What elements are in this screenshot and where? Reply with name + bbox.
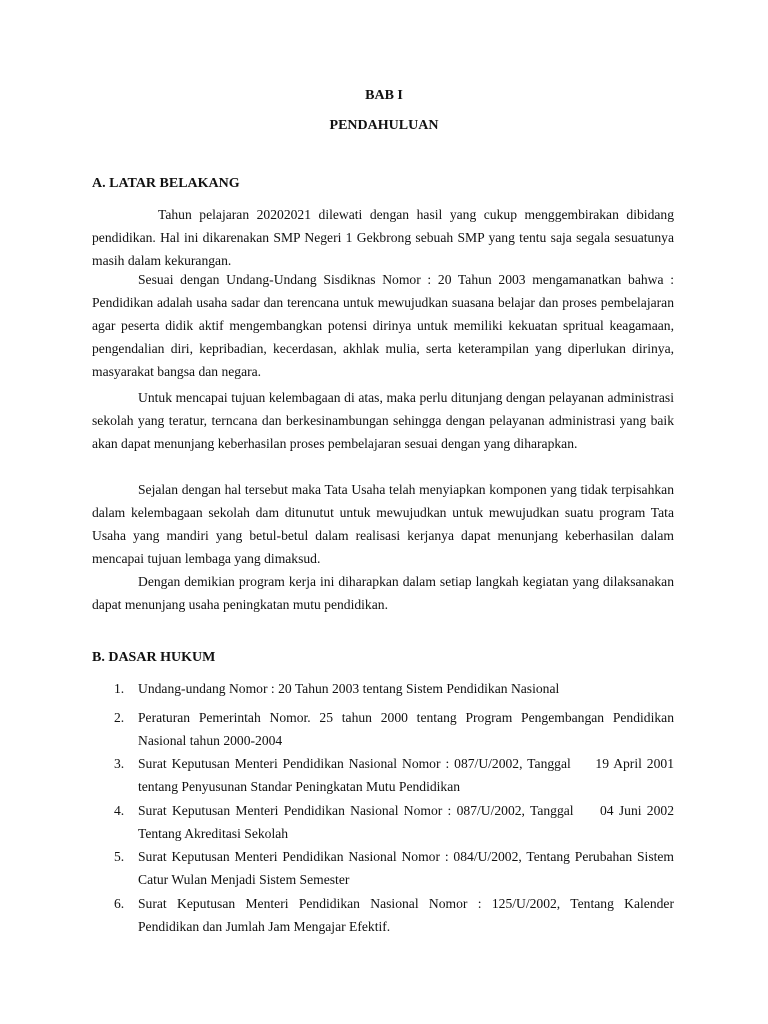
list-number: 1. [114, 681, 125, 696]
section-b-heading: B. DASAR HUKUM [92, 650, 216, 665]
paragraph-1: Tahun pelajaran 20202021 dilewati dengan hasil yang cukup menggembirakan dibidang pendidikan. Hal ini dikarenakan SMP Negeri 1 Gekbrong sebuah SMP yang tentu saja segala sesuatunya masih dalam kekurangan. [92, 207, 674, 268]
list-number: 6. [114, 896, 125, 911]
paragraph-5: Dengan demikian program kerja ini diharapkan dalam setiap langkah kegiatan yang dilaksanakan dapat menunjang usaha peningkatan mutu pendidikan. [92, 574, 674, 612]
list-text: Surat Keputusan Menteri Pendidikan Nasional Nomor : 087/U/2002, Tanggal 19 April 2001 tentang Penyusunan Standar Peningkatan Mutu Pendidikan [138, 756, 678, 794]
chapter-title: PENDAHULUAN [329, 118, 439, 133]
paragraph-4: Sejalan dengan hal tersebut maka Tata Usaha telah menyiapkan komponen yang tidak terpisahkan dalam kelembagaan sekolah dam ditunutut untuk mewujudkan untuk mewujudkan suatu program Tata Usaha yang mandiri yang betul-betul dalam realisasi kerjanya dapat menunjang keberhasilan dalam mencapai tujuan lembaga yang dimaksud. [92, 482, 674, 566]
list-text: Surat Keputusan Menteri Pendidikan Nasional Nomor : 087/U/2002, Tanggal 04 Juni 2002 Tentang Akreditasi Sekolah [138, 803, 678, 841]
paragraph-2: Sesuai dengan Undang-Undang Sisdiknas Nomor : 20 Tahun 2003 mengamanatkan bahwa : Pendidikan adalah usaha sadar dan terencana untuk mewujudkan suasana belajar dan proses pembelajaran agar peserta didik aktif mengembangkan potensi dirinya untuk memiliki kekuatan spritual keagamaan, pengendalian diri, kepribadian, kecerdasan, akhlak mulia, serta keterampilan yang diperlukan dirinya, masyarakat bangsa dan negara. [92, 272, 674, 379]
list-text: Surat Keputusan Menteri Pendidikan Nasional Nomor : 125/U/2002, Tentang Kalender Pendidikan dan Jumlah Jam Mengajar Efektif. [138, 896, 674, 934]
list-text: Surat Keputusan Menteri Pendidikan Nasional Nomor : 084/U/2002, Tentang Perubahan Sistem Catur Wulan Menjadi Sistem Semester [138, 849, 674, 887]
list-number: 5. [114, 849, 125, 864]
list-number: 2. [114, 710, 125, 725]
chapter-number: BAB I [365, 88, 403, 103]
list-text: Undang-undang Nomor : 20 Tahun 2003 tentang Sistem Pendidikan Nasional [138, 681, 560, 696]
list-number: 3. [114, 756, 125, 771]
list-number: 4. [114, 803, 125, 818]
paragraph-3: Untuk mencapai tujuan kelembagaan di atas, maka perlu ditunjang dengan pelayanan administrasi sekolah yang teratur, terncana dan berkesinambungan sehingga dengan pelayanan administrasi yang baik akan dapat menunjang keberhasilan proses pembelajaran sesuai dengan yang diharapkan. [92, 390, 674, 451]
section-a-heading: A. LATAR BELAKANG [92, 176, 240, 191]
list-text: Peraturan Pemerintah Nomor. 25 tahun 2000 tentang Program Pengembangan Pendidikan Nasional tahun 2000-2004 [138, 710, 674, 748]
